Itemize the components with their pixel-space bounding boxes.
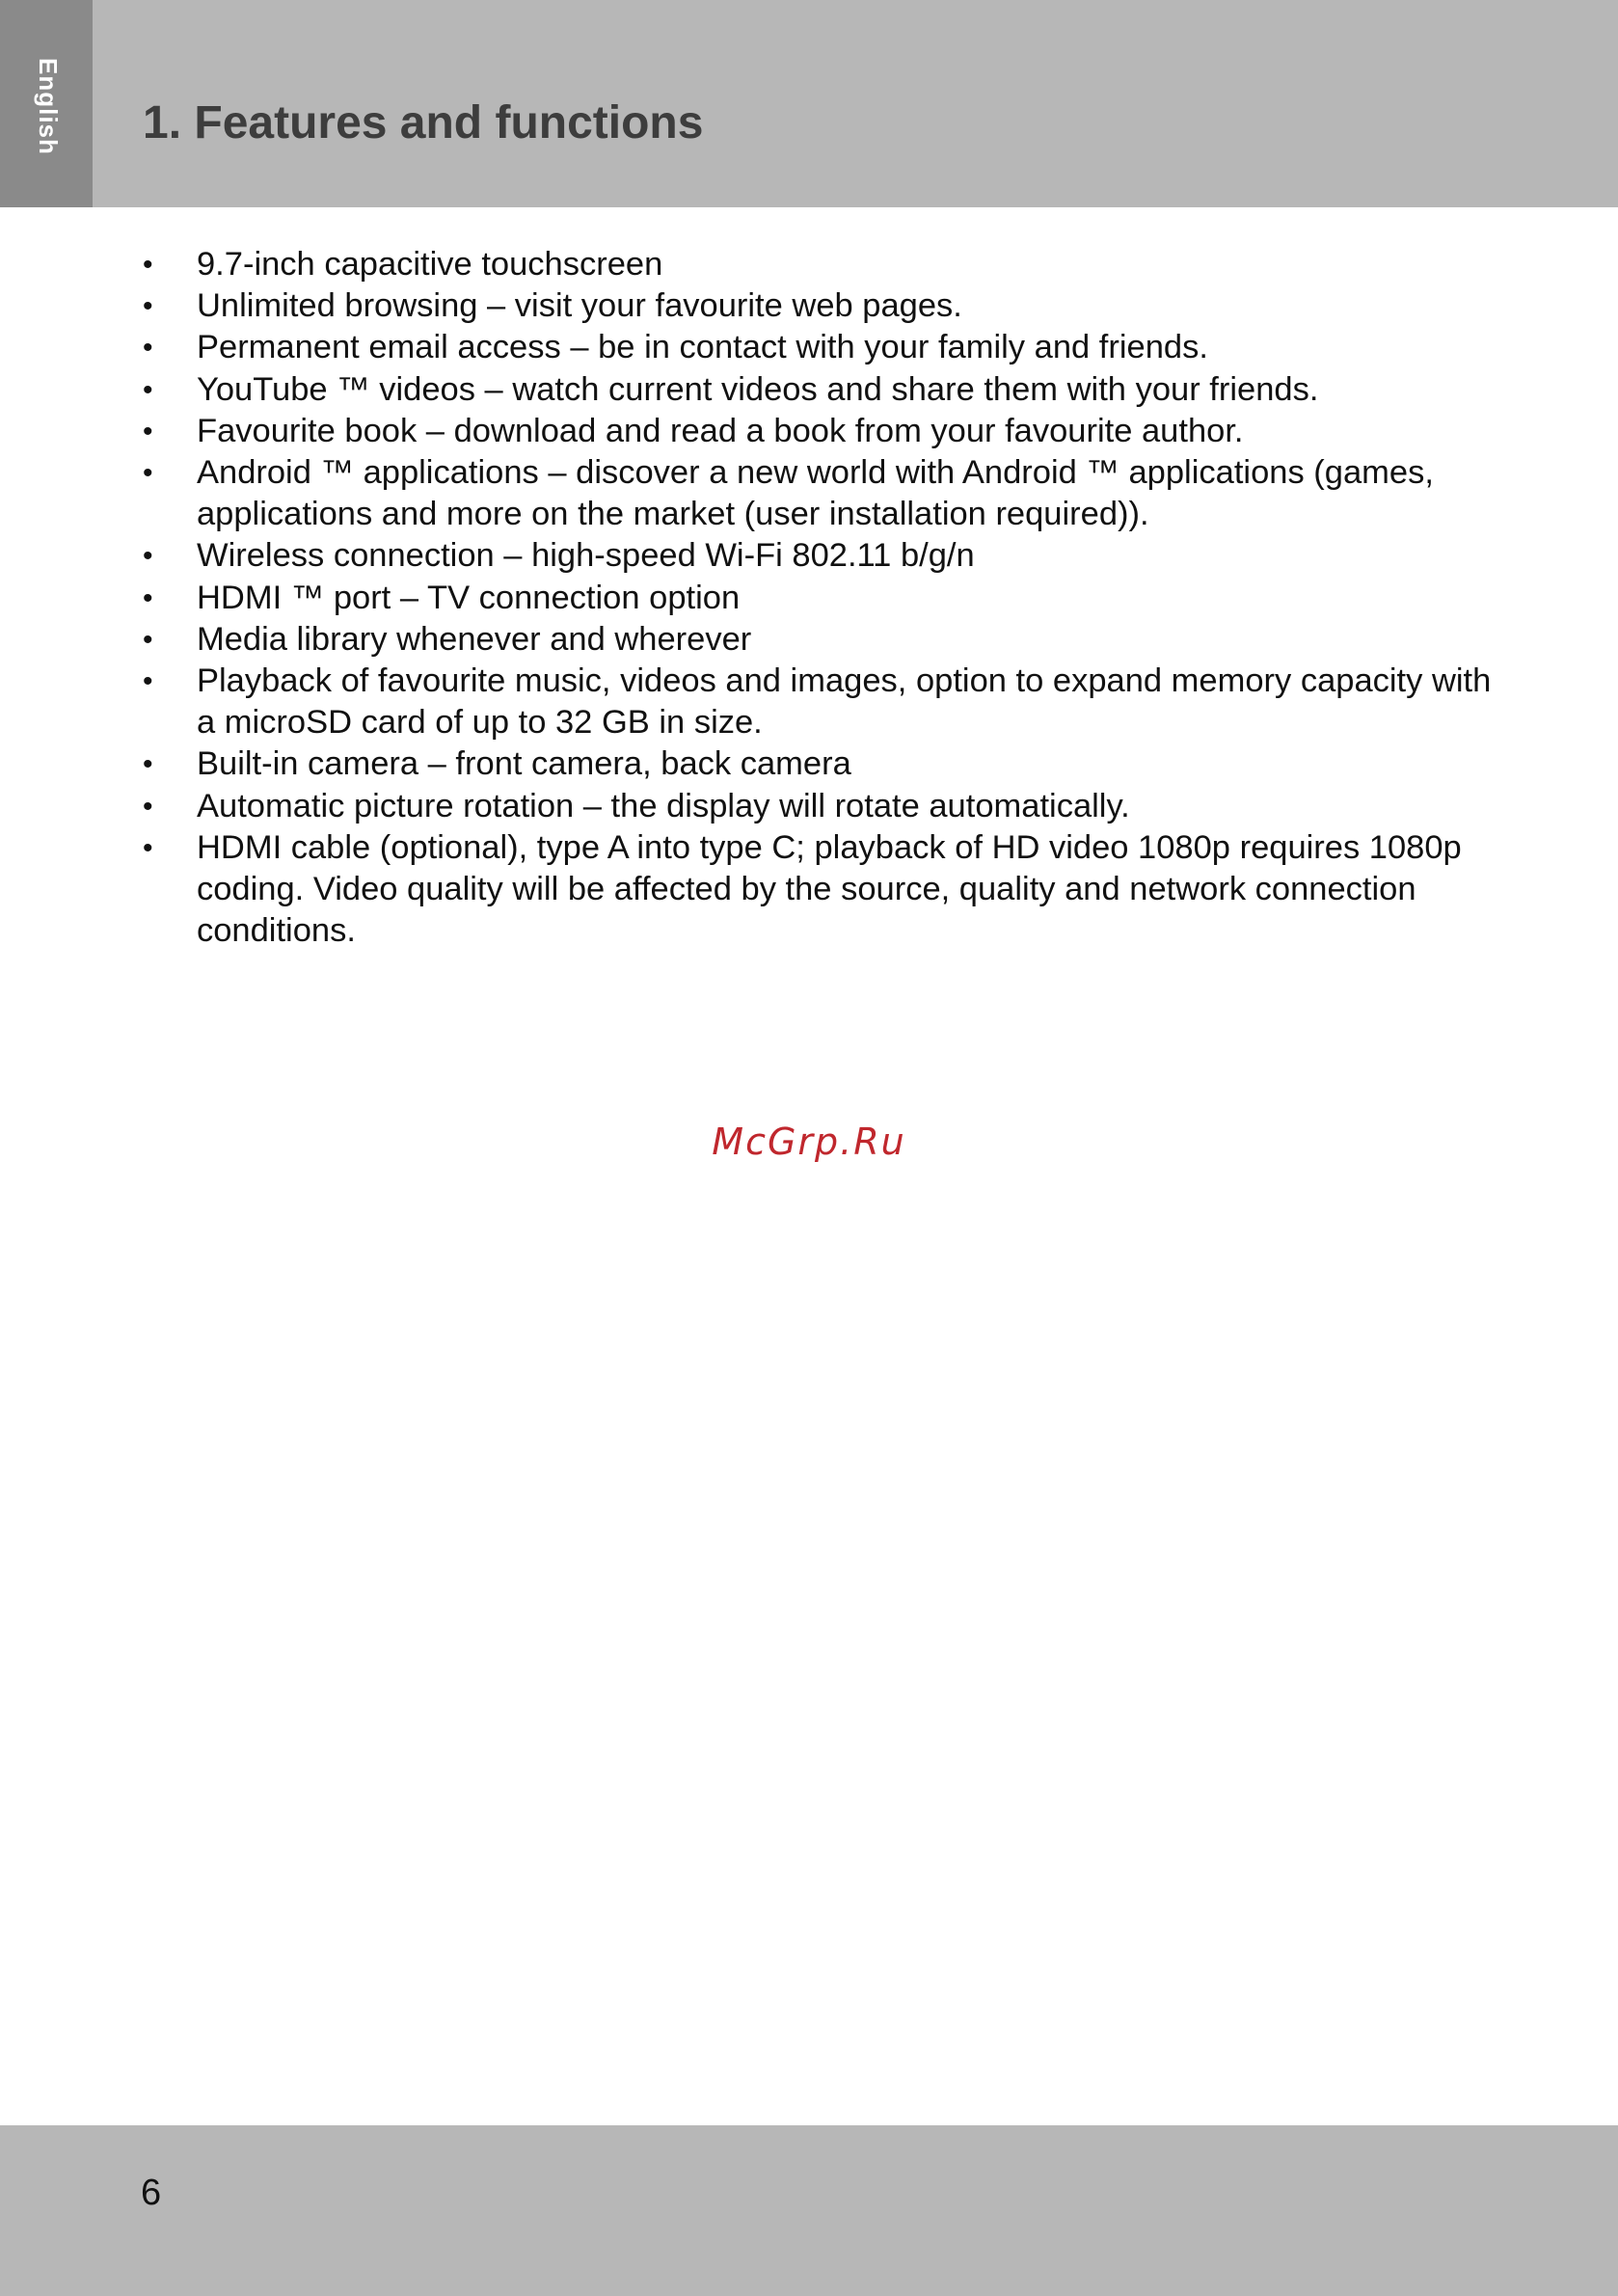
list-item-text: Playback of favourite music, videos and images, option to expand memory capacity with a microSD card of up to 32 GB in size. bbox=[197, 662, 1492, 742]
bullet-icon: • bbox=[143, 249, 153, 281]
list-item-text: Wireless connection – high-speed Wi-Fi 802.11 b/g/n bbox=[197, 537, 975, 575]
list-item-text: Permanent email access – be in contact with your family and friends. bbox=[197, 329, 1208, 366]
list-item bbox=[143, 827, 1493, 953]
list-item-text: HDMI ™ port – TV connection option bbox=[197, 579, 741, 616]
list-item bbox=[143, 327, 1493, 368]
list-item-text: YouTube ™ videos – watch current videos and share them with your friends. bbox=[197, 370, 1319, 408]
bullet-icon: • bbox=[143, 457, 153, 490]
bullet-icon: • bbox=[143, 790, 153, 823]
list-item-text: Unlimited browsing – visit your favourite web pages. bbox=[197, 287, 962, 325]
bullet-icon: • bbox=[143, 748, 153, 781]
bullet-icon: • bbox=[143, 623, 153, 656]
list-item bbox=[143, 661, 1493, 743]
list-item bbox=[143, 452, 1493, 535]
page-number: 6 bbox=[141, 2173, 162, 2213]
list-item-text: Built-in camera – front camera, back camera bbox=[197, 745, 851, 783]
list-item-text: Android ™ applications – discover a new world with Android ™ applications (games, applications and more on the market (user installation required)). bbox=[197, 454, 1434, 533]
list-item bbox=[143, 743, 1493, 785]
page-title: 1. Features and functions bbox=[143, 97, 704, 149]
language-tab bbox=[0, 0, 93, 207]
list-item-text: HDMI cable (optional), type A into type C; playback of HD video 1080p requires 1080p coding. Video quality will be affected by the source, quality and network connection conditions. bbox=[197, 828, 1462, 950]
list-item bbox=[143, 244, 1493, 285]
watermark: McGrp.Ru bbox=[712, 1121, 906, 1163]
bullet-icon: • bbox=[143, 415, 153, 447]
list-item bbox=[143, 786, 1493, 827]
bullet-icon: • bbox=[143, 290, 153, 323]
bullet-icon: • bbox=[143, 332, 153, 365]
footer-band bbox=[0, 2125, 1618, 2296]
list-item bbox=[143, 285, 1493, 327]
bullet-icon: • bbox=[143, 831, 153, 864]
bullet-icon: • bbox=[143, 581, 153, 614]
list-item-text: Media library whenever and wherever bbox=[197, 620, 752, 658]
list-item-text: Automatic picture rotation – the display will rotate automatically. bbox=[197, 787, 1130, 824]
list-item bbox=[143, 369, 1493, 411]
bullet-icon: • bbox=[143, 540, 153, 573]
feature-list bbox=[143, 244, 1493, 952]
list-item bbox=[143, 411, 1493, 452]
list-item bbox=[143, 578, 1493, 619]
bullet-icon: • bbox=[143, 373, 153, 406]
list-item-text: 9.7-inch capacitive touchscreen bbox=[197, 246, 663, 283]
list-item-text: Favourite book – download and read a book from your favourite author. bbox=[197, 412, 1244, 449]
bullet-icon: • bbox=[143, 665, 153, 698]
list-item bbox=[143, 619, 1493, 661]
list-item bbox=[143, 535, 1493, 577]
language-tab-label: English bbox=[34, 58, 63, 155]
